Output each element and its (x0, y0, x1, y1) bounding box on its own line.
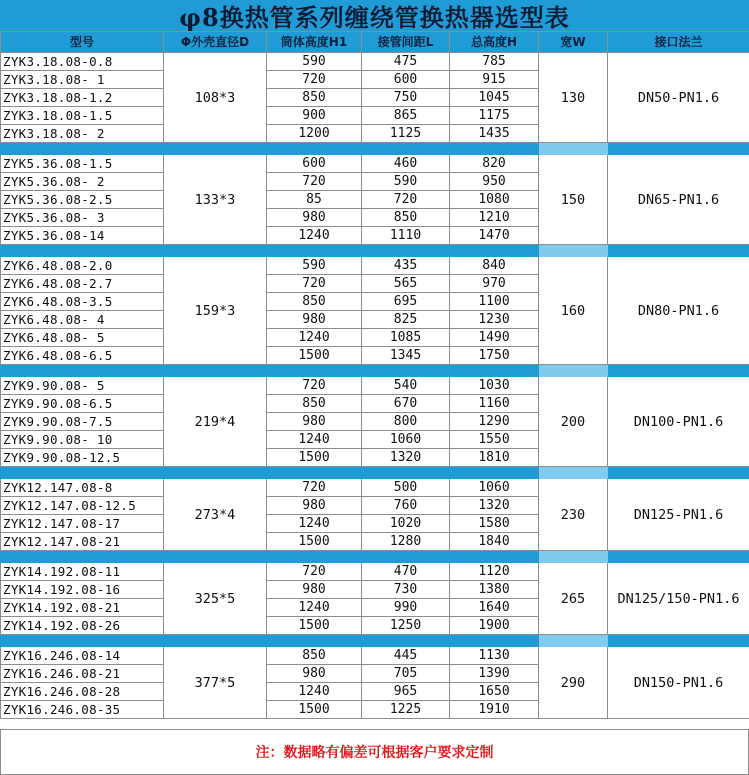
body-height-cell: 980 (267, 209, 362, 227)
total-height-cell: 1390 (450, 665, 539, 683)
model-cell: ZYK5.36.08- 3 (1, 209, 164, 227)
total-height-cell: 1100 (450, 293, 539, 311)
body-height-cell: 850 (267, 293, 362, 311)
group-separator (1, 245, 749, 257)
total-height-cell: 970 (450, 275, 539, 293)
header-width: 宽W (539, 32, 608, 53)
model-cell: ZYK14.192.08-11 (1, 563, 164, 581)
table-row (1, 479, 749, 497)
body-height-cell: 1240 (267, 599, 362, 617)
footnote: 注：数据略有偏差可根据客户要求定制 (0, 729, 749, 775)
body-height-cell: 980 (267, 581, 362, 599)
model-cell: ZYK3.18.08-0.8 (1, 53, 164, 71)
total-height-cell: 1210 (450, 209, 539, 227)
total-height-cell: 1910 (450, 701, 539, 719)
separator-band (608, 143, 749, 155)
body-height-cell: 600 (267, 155, 362, 173)
nozzle-spacing-cell: 800 (362, 413, 450, 431)
body-height-cell: 980 (267, 311, 362, 329)
total-height-cell: 1160 (450, 395, 539, 413)
total-height-cell: 820 (450, 155, 539, 173)
nozzle-spacing-cell: 850 (362, 209, 450, 227)
body-height-cell: 720 (267, 71, 362, 89)
nozzle-spacing-cell: 540 (362, 377, 450, 395)
body-height-cell: 850 (267, 89, 362, 107)
nozzle-spacing-cell: 500 (362, 479, 450, 497)
flange-cell: DN100-PN1.6 (608, 377, 749, 467)
model-cell: ZYK14.192.08-21 (1, 599, 164, 617)
total-height-cell: 1120 (450, 563, 539, 581)
body-height-cell: 85 (267, 191, 362, 209)
nozzle-spacing-cell: 460 (362, 155, 450, 173)
width-cell: 265 (539, 563, 608, 635)
header-total-height: 总高度H (450, 32, 539, 53)
body-height-cell: 590 (267, 53, 362, 71)
total-height-cell: 1230 (450, 311, 539, 329)
model-cell: ZYK3.18.08- 2 (1, 125, 164, 143)
model-cell: ZYK6.48.08-3.5 (1, 293, 164, 311)
body-height-cell: 720 (267, 377, 362, 395)
body-height-cell: 720 (267, 479, 362, 497)
nozzle-spacing-cell: 600 (362, 71, 450, 89)
separator-band-light (539, 635, 608, 647)
body-height-cell: 1240 (267, 431, 362, 449)
model-cell: ZYK12.147.08-17 (1, 515, 164, 533)
body-height-cell: 1500 (267, 449, 362, 467)
nozzle-spacing-cell: 590 (362, 173, 450, 191)
total-height-cell: 1900 (450, 617, 539, 635)
body-height-cell: 980 (267, 665, 362, 683)
nozzle-spacing-cell: 670 (362, 395, 450, 413)
nozzle-spacing-cell: 1320 (362, 449, 450, 467)
separator-band-light (539, 245, 608, 257)
shell-diameter-cell: 159*3 (164, 257, 267, 365)
model-cell: ZYK6.48.08-2.7 (1, 275, 164, 293)
total-height-cell: 1810 (450, 449, 539, 467)
shell-diameter-cell: 108*3 (164, 53, 267, 143)
table-row (1, 377, 749, 395)
body-height-cell: 1240 (267, 227, 362, 245)
total-height-cell: 1650 (450, 683, 539, 701)
nozzle-spacing-cell: 445 (362, 647, 450, 665)
separator-band-light (539, 551, 608, 563)
model-cell: ZYK3.18.08- 1 (1, 71, 164, 89)
flange-cell: DN50-PN1.6 (608, 53, 749, 143)
flange-cell: DN150-PN1.6 (608, 647, 749, 719)
spec-table (0, 31, 749, 719)
separator-band (1, 245, 539, 257)
separator-band-light (539, 365, 608, 377)
model-cell: ZYK6.48.08-2.0 (1, 257, 164, 275)
table-row (1, 647, 749, 665)
flange-cell: DN125/150-PN1.6 (608, 563, 749, 635)
body-height-cell: 1500 (267, 347, 362, 365)
body-height-cell: 850 (267, 395, 362, 413)
total-height-cell: 1490 (450, 329, 539, 347)
nozzle-spacing-cell: 1060 (362, 431, 450, 449)
body-height-cell: 850 (267, 647, 362, 665)
header-body-height: 筒体高度H1 (267, 32, 362, 53)
body-height-cell: 720 (267, 173, 362, 191)
model-cell: ZYK3.18.08-1.2 (1, 89, 164, 107)
total-height-cell: 785 (450, 53, 539, 71)
nozzle-spacing-cell: 1110 (362, 227, 450, 245)
nozzle-spacing-cell: 990 (362, 599, 450, 617)
shell-diameter-cell: 133*3 (164, 155, 267, 245)
separator-band (1, 551, 539, 563)
table-row (1, 155, 749, 173)
nozzle-spacing-cell: 1250 (362, 617, 450, 635)
width-cell: 230 (539, 479, 608, 551)
flange-cell: DN65-PN1.6 (608, 155, 749, 245)
separator-band (608, 635, 749, 647)
total-height-cell: 950 (450, 173, 539, 191)
nozzle-spacing-cell: 1020 (362, 515, 450, 533)
total-height-cell: 1550 (450, 431, 539, 449)
separator-band (1, 365, 539, 377)
nozzle-spacing-cell: 865 (362, 107, 450, 125)
model-cell: ZYK12.147.08-12.5 (1, 497, 164, 515)
model-cell: ZYK6.48.08- 4 (1, 311, 164, 329)
total-height-cell: 840 (450, 257, 539, 275)
separator-band (608, 365, 749, 377)
model-cell: ZYK5.36.08-1.5 (1, 155, 164, 173)
model-cell: ZYK16.246.08-28 (1, 683, 164, 701)
model-cell: ZYK6.48.08- 5 (1, 329, 164, 347)
body-height-cell: 1200 (267, 125, 362, 143)
model-cell: ZYK5.36.08- 2 (1, 173, 164, 191)
width-cell: 130 (539, 53, 608, 143)
total-height-cell: 1750 (450, 347, 539, 365)
total-height-cell: 1435 (450, 125, 539, 143)
model-cell: ZYK9.90.08-6.5 (1, 395, 164, 413)
group-separator (1, 635, 749, 647)
header-flange: 接口法兰 (608, 32, 749, 53)
flange-cell: DN125-PN1.6 (608, 479, 749, 551)
total-height-cell: 1060 (450, 479, 539, 497)
separator-band-light (539, 143, 608, 155)
model-cell: ZYK6.48.08-6.5 (1, 347, 164, 365)
width-cell: 150 (539, 155, 608, 245)
width-cell: 160 (539, 257, 608, 365)
table-body (1, 53, 749, 719)
total-height-cell: 1080 (450, 191, 539, 209)
table-row (1, 53, 749, 71)
total-height-cell: 1290 (450, 413, 539, 431)
total-height-cell: 1640 (450, 599, 539, 617)
total-height-cell: 1130 (450, 647, 539, 665)
nozzle-spacing-cell: 470 (362, 563, 450, 581)
body-height-cell: 1500 (267, 617, 362, 635)
body-height-cell: 980 (267, 413, 362, 431)
body-height-cell: 1500 (267, 533, 362, 551)
separator-band-light (539, 467, 608, 479)
model-cell: ZYK9.90.08- 5 (1, 377, 164, 395)
total-height-cell: 1175 (450, 107, 539, 125)
group-separator (1, 467, 749, 479)
model-cell: ZYK14.192.08-16 (1, 581, 164, 599)
nozzle-spacing-cell: 730 (362, 581, 450, 599)
nozzle-spacing-cell: 825 (362, 311, 450, 329)
body-height-cell: 720 (267, 275, 362, 293)
nozzle-spacing-cell: 720 (362, 191, 450, 209)
model-cell: ZYK3.18.08-1.5 (1, 107, 164, 125)
separator-band (1, 467, 539, 479)
body-height-cell: 1240 (267, 329, 362, 347)
model-cell: ZYK16.246.08-14 (1, 647, 164, 665)
nozzle-spacing-cell: 1225 (362, 701, 450, 719)
width-cell: 290 (539, 647, 608, 719)
total-height-cell: 915 (450, 71, 539, 89)
total-height-cell: 1320 (450, 497, 539, 515)
shell-diameter-cell: 273*4 (164, 479, 267, 551)
separator-band (608, 551, 749, 563)
separator-band (1, 143, 539, 155)
model-cell: ZYK16.246.08-35 (1, 701, 164, 719)
flange-cell: DN80-PN1.6 (608, 257, 749, 365)
body-height-cell: 720 (267, 563, 362, 581)
model-cell: ZYK9.90.08- 10 (1, 431, 164, 449)
nozzle-spacing-cell: 565 (362, 275, 450, 293)
model-cell: ZYK9.90.08-12.5 (1, 449, 164, 467)
body-height-cell: 900 (267, 107, 362, 125)
nozzle-spacing-cell: 435 (362, 257, 450, 275)
nozzle-spacing-cell: 760 (362, 497, 450, 515)
total-height-cell: 1840 (450, 533, 539, 551)
nozzle-spacing-cell: 965 (362, 683, 450, 701)
body-height-cell: 1240 (267, 515, 362, 533)
body-height-cell: 1240 (267, 683, 362, 701)
width-cell: 200 (539, 377, 608, 467)
nozzle-spacing-cell: 1125 (362, 125, 450, 143)
table-row (1, 563, 749, 581)
separator-band (1, 635, 539, 647)
header-row (1, 32, 749, 53)
model-cell: ZYK12.147.08-8 (1, 479, 164, 497)
body-height-cell: 1500 (267, 701, 362, 719)
model-cell: ZYK12.147.08-21 (1, 533, 164, 551)
total-height-cell: 1030 (450, 377, 539, 395)
model-cell: ZYK5.36.08-14 (1, 227, 164, 245)
nozzle-spacing-cell: 1085 (362, 329, 450, 347)
nozzle-spacing-cell: 1345 (362, 347, 450, 365)
nozzle-spacing-cell: 475 (362, 53, 450, 71)
nozzle-spacing-cell: 705 (362, 665, 450, 683)
model-cell: ZYK16.246.08-21 (1, 665, 164, 683)
header-shell-diameter: Φ外壳直径D (164, 32, 267, 53)
separator-band (608, 245, 749, 257)
group-separator (1, 143, 749, 155)
header-model: 型号 (1, 32, 164, 53)
model-cell: ZYK5.36.08-2.5 (1, 191, 164, 209)
table-row (1, 257, 749, 275)
model-cell: ZYK9.90.08-7.5 (1, 413, 164, 431)
shell-diameter-cell: 325*5 (164, 563, 267, 635)
body-height-cell: 590 (267, 257, 362, 275)
total-height-cell: 1045 (450, 89, 539, 107)
nozzle-spacing-cell: 1280 (362, 533, 450, 551)
total-height-cell: 1580 (450, 515, 539, 533)
body-height-cell: 980 (267, 497, 362, 515)
group-separator (1, 365, 749, 377)
group-separator (1, 551, 749, 563)
shell-diameter-cell: 219*4 (164, 377, 267, 467)
total-height-cell: 1380 (450, 581, 539, 599)
model-cell: ZYK14.192.08-26 (1, 617, 164, 635)
separator-band (608, 467, 749, 479)
page-title: φ8换热管系列缠绕管换热器选型表 (0, 0, 749, 31)
nozzle-spacing-cell: 695 (362, 293, 450, 311)
shell-diameter-cell: 377*5 (164, 647, 267, 719)
total-height-cell: 1470 (450, 227, 539, 245)
nozzle-spacing-cell: 750 (362, 89, 450, 107)
header-nozzle-spacing: 接管间距L (362, 32, 450, 53)
